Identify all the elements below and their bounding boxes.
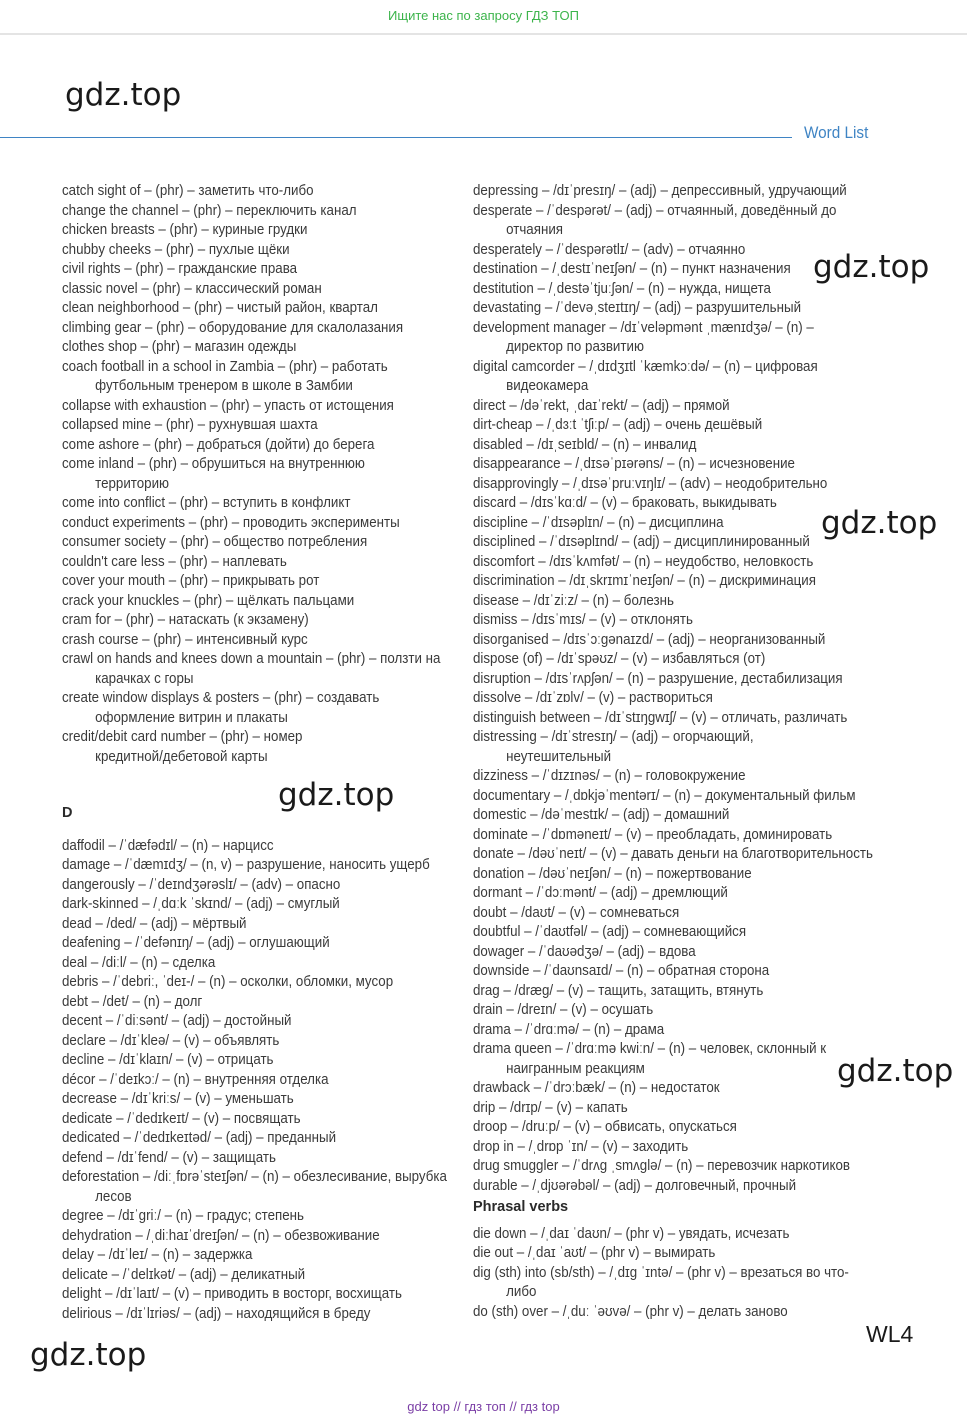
word-entry <box>473 806 841 826</box>
entry-text: dedicated – /ˈdedɪkeɪtəd/ – (adj) – преданный <box>62 1130 337 1146</box>
word-entry <box>62 1207 430 1227</box>
word-entry <box>62 1149 430 1169</box>
word-list-d-continued <box>473 182 873 1196</box>
entry-text: drama – /ˈdrɑːmə/ – (n) – драма <box>473 1021 665 1038</box>
word-entry <box>62 1090 430 1110</box>
word-entry <box>473 1079 841 1099</box>
entry-text: dark-skinned – /ˌdɑːk ˈskɪnd/ – (adj) – смуглый <box>62 896 340 912</box>
word-entry <box>473 943 841 963</box>
word-entry <box>473 1244 841 1264</box>
entry-text: décor – /ˈdeɪkɔː/ – (n) – внутренняя отделка <box>62 1071 329 1088</box>
word-entry <box>473 416 841 436</box>
word-entry <box>473 260 841 280</box>
footer-separator: // <box>453 1399 461 1414</box>
word-entry <box>62 856 430 876</box>
word-entry <box>473 728 841 767</box>
entry-text: dominate – /ˈdɒməneɪt/ – (v) – преобладать, доминировать <box>473 826 833 843</box>
entry-continuation: отчаяния <box>506 222 564 238</box>
entry-text: donation – /dəʊˈneɪʃən/ – (n) – пожертвование <box>473 865 752 882</box>
word-entry <box>473 689 841 709</box>
entry-text: dormant – /ˈdɔːmənt/ – (adj) – дремлющий <box>473 885 728 901</box>
entry-text: come inland – (phr) – обрушиться на внутреннюю <box>62 456 365 472</box>
word-entry <box>62 358 430 397</box>
word-list-c <box>62 182 462 767</box>
word-entry <box>62 436 430 456</box>
word-entry <box>62 1246 430 1266</box>
watermark: gdz.top <box>813 249 930 285</box>
word-entry <box>473 1040 841 1079</box>
entry-text: desperate – /ˈdespərət/ – (adj) – отчаянный, доведённый до <box>473 202 837 219</box>
word-entry <box>62 837 430 857</box>
word-entry <box>62 611 430 631</box>
word-entry <box>62 1071 430 1091</box>
entry-text: dangerously – /ˈdeɪndʒərəslɪ/ – (adv) – опасно <box>62 876 341 893</box>
entry-text: delight – /dɪˈlaɪt/ – (v) – приводить в восторг, восхищать <box>62 1286 402 1302</box>
word-entry <box>62 592 430 612</box>
entry-text: create window displays & posters – (phr) – создавать <box>62 690 380 706</box>
word-entry <box>62 260 430 280</box>
entry-text: depressing – /dɪˈpresɪŋ/ – (adj) – депрессивный, удручающий <box>473 183 847 199</box>
entry-text: couldn't care less – (phr) – наплевать <box>62 553 287 570</box>
entry-text: dissolve – /dɪˈzɒlv/ – (v) – раствориться <box>473 690 713 706</box>
entry-text: deafening – /ˈdefənɪŋ/ – (adj) – оглушающий <box>62 935 330 951</box>
word-entry <box>473 358 841 397</box>
entry-text: civil rights – (phr) – гражданские права <box>62 261 298 277</box>
word-entry <box>473 1303 841 1323</box>
entry-text: change the channel – (phr) – переключить канал <box>62 202 357 219</box>
entry-text: destitution – /ˌdestəˈtjuːʃən/ – (n) – нужда, нищета <box>473 280 771 297</box>
entry-continuation: неутешительный <box>506 748 612 765</box>
entry-continuation: футбольным тренером в школе в Замбии <box>95 378 353 394</box>
word-entry <box>473 319 841 358</box>
entry-text: crash course – (phr) – интенсивный курс <box>62 631 308 648</box>
entry-text: come ashore – (phr) – добраться (дойти) до берега <box>62 436 375 453</box>
word-entry <box>473 611 841 631</box>
word-entry <box>62 455 430 494</box>
word-entry <box>473 845 873 865</box>
word-entry <box>62 1012 430 1032</box>
entry-text: donate – /dəʊˈneɪt/ – (v) – давать деньги на благотворительность <box>473 846 873 862</box>
entry-text: drug smuggler – /ˈdrʌɡ ˌsmʌɡlə/ – (n) – перевозчик наркотиков <box>473 1158 850 1174</box>
word-entry <box>62 631 430 651</box>
word-entry <box>62 1285 430 1305</box>
word-entry <box>473 299 841 319</box>
word-entry <box>473 826 841 846</box>
word-entry <box>62 973 430 993</box>
watermark: gdz.top <box>30 1337 147 1373</box>
entry-text: decline – /dɪˈklaɪn/ – (v) – отрицать <box>62 1052 274 1068</box>
section-letter-d: D <box>62 805 73 821</box>
word-entry <box>62 1051 430 1071</box>
entry-text: cram for – (phr) – натаскать (к экзамену) <box>62 612 309 628</box>
word-entry <box>62 728 430 767</box>
word-entry <box>473 202 841 241</box>
entry-text: dig (sth) into (sb/sth) – /ˌdɪɡ ˈɪntə/ – (phr v) – врезаться во что- <box>473 1264 849 1281</box>
entry-text: dispose (of) – /dɪˈspəʊz/ – (v) – избавляться (от) <box>473 651 766 667</box>
entry-text: decent – /ˈdiːsənt/ – (adj) – достойный <box>62 1013 292 1029</box>
entry-continuation: карачках с горы <box>95 670 194 687</box>
entry-text: coach football in a school in Zambia – (phr) – работать <box>62 358 388 375</box>
word-entry <box>62 319 430 339</box>
watermark: gdz.top <box>821 505 938 541</box>
word-entry <box>62 954 430 974</box>
entry-text: dedicate – /ˈdedɪkeɪt/ – (v) – посвящать <box>62 1110 301 1127</box>
entry-text: cover your mouth – (phr) – прикрывать рот <box>62 573 320 589</box>
watermark: gdz.top <box>65 77 182 113</box>
entry-text: discomfort – /dɪsˈkʌmfət/ – (n) – неудобство, неловкость <box>473 553 814 570</box>
entry-text: dizziness – /ˈdɪzɪnəs/ – (n) – головокружение <box>473 768 746 784</box>
entry-text: collapse with exhaustion – (phr) – упасть от истощения <box>62 397 394 414</box>
entry-continuation: кредитной/дебетовой карты <box>95 748 268 765</box>
word-entry <box>62 650 441 689</box>
footer-separator: // <box>509 1399 517 1414</box>
entry-text: devastating – /ˈdevəˌsteɪtɪŋ/ – (adj) – разрушительный <box>473 300 802 316</box>
entry-text: durable – /ˌdjʊərəbəl/ – (adj) – долговечный, прочный <box>473 1177 797 1194</box>
entry-text: die down – /ˌdaɪ ˈdaʊn/ – (phr v) – увядать, исчезать <box>473 1225 790 1242</box>
entry-text: die out – /ˌdaɪ ˈaʊt/ – (phr v) – вымирать <box>473 1245 716 1261</box>
entry-text: crawl on hands and knees down a mountain – (phr) – ползти на <box>62 651 441 667</box>
word-entry <box>62 1305 430 1325</box>
entry-text: disapprovingly – /ˌdɪsəˈpruːvɪŋlɪ/ – (adv) – неодобрительно <box>473 475 828 492</box>
entry-text: desperately – /ˈdespərətlɪ/ – (adv) – отчаянно <box>473 241 746 258</box>
entry-text: disorganised – /dɪsˈɔːɡənaɪzd/ – (adj) – неорганизованный <box>473 631 826 648</box>
footer-link[interactable]: gdz top <box>407 1399 450 1414</box>
entry-text: droop – /druːp/ – (v) – обвисать, опускаться <box>473 1119 737 1135</box>
word-entry <box>473 884 841 904</box>
word-entry <box>473 1138 841 1158</box>
entry-text: drop in – /ˌdrɒp ˈɪn/ – (v) – заходить <box>473 1138 689 1155</box>
word-entry <box>473 631 841 651</box>
word-entry <box>473 1157 850 1177</box>
entry-text: disease – /dɪˈziːz/ – (n) – болезнь <box>473 592 674 609</box>
entry-text: classic novel – (phr) – классический роман <box>62 280 322 297</box>
entry-text: come into conflict – (phr) – вступить в конфликт <box>62 495 351 511</box>
word-entry <box>62 494 430 514</box>
footer-links <box>0 1399 967 1414</box>
word-entry <box>473 397 841 417</box>
entry-continuation: территорию <box>95 475 170 492</box>
word-entry <box>473 1177 841 1197</box>
word-entry <box>473 1001 841 1021</box>
entry-text: doubtful – /ˈdaʊtfəl/ – (adj) – сомневающийся <box>473 924 747 940</box>
entry-text: disciplined – /ˈdɪsəplɪnd/ – (adj) – дисциплинированный <box>473 534 810 550</box>
entry-text: degree – /dɪˈɡriː/ – (n) – градус; степень <box>62 1208 305 1224</box>
entry-text: distressing – /dɪˈstresɪŋ/ – (adj) – огорчающий, <box>473 729 754 745</box>
word-entry <box>62 241 430 261</box>
entry-text: downside – /ˈdaʊnsaɪd/ – (n) – обратная сторона <box>473 963 770 979</box>
entry-text: drain – /dreɪn/ – (v) – осушать <box>473 1002 654 1018</box>
entry-text: climbing gear – (phr) – оборудование для скалолазания <box>62 319 404 336</box>
entry-text: direct – /dəˈrekt, ˌdaɪˈrekt/ – (adj) – прямой <box>473 397 730 414</box>
entry-text: crack your knuckles – (phr) – щёлкать пальцами <box>62 592 355 609</box>
entry-text: consumer society – (phr) – общество потребления <box>62 534 368 550</box>
entry-text: delirious – /dɪˈlɪriəs/ – (adj) – находящийся в бреду <box>62 1305 371 1322</box>
word-entry <box>62 895 430 915</box>
entry-text: declare – /dɪˈkleə/ – (v) – объявлять <box>62 1032 280 1049</box>
word-entry <box>473 650 841 670</box>
word-entry <box>473 572 841 592</box>
entry-text: debt – /det/ – (n) – долг <box>62 993 203 1010</box>
entry-text: dirt-cheap – /ˌdɜːt ˈtʃiːp/ – (adj) – очень дешёвый <box>473 417 763 433</box>
word-entry <box>473 182 847 202</box>
word-entry <box>473 767 841 787</box>
word-entry <box>473 962 841 982</box>
word-entry <box>473 982 841 1002</box>
page-number: WL4 <box>866 1321 914 1347</box>
entry-text: drawback – /ˈdrɔːbæk/ – (n) – недостаток <box>473 1080 720 1096</box>
word-entry <box>473 1118 841 1138</box>
promo-banner[interactable]: Ищите нас по запросу ГДЗ ТОП <box>388 8 579 23</box>
word-entry <box>473 1264 849 1303</box>
entry-continuation: наигранным реакциям <box>506 1060 645 1077</box>
section-title: Word List <box>804 123 869 142</box>
word-entry <box>62 514 430 534</box>
entry-text: chubby cheeks – (phr) – пухлые щёки <box>62 241 290 258</box>
word-entry <box>473 1099 841 1119</box>
entry-text: development manager – /dɪˈveləpmənt ˌmænɪdʒə/ – (n) – <box>473 319 814 336</box>
word-entry <box>473 1225 841 1245</box>
word-entry <box>62 182 430 202</box>
entry-text: dead – /ded/ – (adj) – мёртвый <box>62 915 247 932</box>
entry-text: clean neighborhood – (phr) – чистый район, квартал <box>62 300 378 316</box>
word-entry <box>473 787 856 807</box>
word-entry <box>62 572 430 592</box>
word-entry <box>62 934 430 954</box>
left-column <box>62 182 462 1324</box>
word-entry <box>62 993 430 1013</box>
word-entry <box>62 1129 430 1149</box>
word-entry <box>62 1168 447 1207</box>
entry-text: distinguish between – /dɪˈstɪŋɡwɪʃ/ – (v) – отличать, различать <box>473 709 848 726</box>
entry-text: delay – /dɪˈleɪ/ – (n) – задержка <box>62 1247 253 1263</box>
entry-text: dehydration – /ˌdiːhaɪˈdreɪʃən/ – (n) – обезвоживание <box>62 1227 380 1244</box>
word-entry <box>473 494 841 514</box>
entry-text: defend – /dɪˈfend/ – (v) – защищать <box>62 1149 276 1166</box>
word-entry <box>473 904 841 924</box>
entry-text: documentary – /ˌdɒkjəˈmentərɪ/ – (n) – документальный фильм <box>473 787 856 804</box>
footer-link[interactable]: гдз топ <box>464 1399 506 1414</box>
banner-divider <box>0 33 967 35</box>
entry-text: dismiss – /dɪsˈmɪs/ – (v) – отклонять <box>473 612 693 628</box>
word-entry <box>473 533 841 553</box>
word-entry <box>473 475 841 495</box>
word-entry <box>62 416 430 436</box>
word-entry <box>473 455 841 475</box>
entry-text: discrimination – /dɪˌskrɪmɪˈneɪʃən/ – (n) – дискриминация <box>473 573 816 589</box>
entry-text: daffodil – /ˈdæfədɪl/ – (n) – нарцисс <box>62 837 274 854</box>
entry-continuation: лесов <box>95 1188 132 1205</box>
entry-text: discard – /dɪsˈkɑːd/ – (v) – браковать, выкидывать <box>473 495 777 511</box>
word-entry <box>62 876 430 896</box>
entry-text: conduct experiments – (phr) – проводить эксперименты <box>62 514 400 531</box>
word-entry <box>62 280 430 300</box>
header-rule <box>0 137 792 138</box>
entry-text: disruption – /dɪsˈrʌpʃən/ – (n) – разрушение, дестабилизация <box>473 670 843 687</box>
entry-text: drag – /dræɡ/ – (v) – тащить, затащить, втянуть <box>473 982 764 999</box>
word-entry <box>473 1021 841 1041</box>
entry-text: debris – /ˈdebriː, ˈdeɪ-/ – (n) – осколки, обломки, мусор <box>62 974 394 990</box>
entry-text: chicken breasts – (phr) – куриные грудки <box>62 222 308 238</box>
entry-continuation: видеокамера <box>506 378 589 394</box>
phrasal-verbs-heading: Phrasal verbs <box>473 1199 569 1215</box>
entry-text: doubt – /daʊt/ – (v) – сомневаться <box>473 904 680 921</box>
entry-continuation: либо <box>506 1284 537 1300</box>
footer-link[interactable]: гдз top <box>520 1399 560 1414</box>
word-entry <box>62 689 430 728</box>
word-list-d <box>62 837 462 1325</box>
word-entry <box>62 915 430 935</box>
entry-text: digital camcorder – /ˌdɪdʒɪtl ˈkæmkɔːdə/ – (n) – цифровая <box>473 358 818 375</box>
entry-text: deforestation – /diːˌfɒrəˈsteɪʃən/ – (n) – обезлесивание, вырубка <box>62 1169 447 1185</box>
word-entry <box>473 514 841 534</box>
entry-text: damage – /ˈdæmɪdʒ/ – (n, v) – разрушение, наносить ущерб <box>62 857 430 873</box>
watermark: gdz.top <box>837 1053 954 1089</box>
phrasal-verbs-list <box>473 1225 873 1323</box>
word-entry <box>473 865 841 885</box>
word-entry <box>62 338 430 358</box>
entry-continuation: директор по развитию <box>506 339 644 355</box>
entry-text: dowager – /ˈdaʊədʒə/ – (adj) – вдова <box>473 943 696 960</box>
word-entry <box>62 533 430 553</box>
right-column <box>473 182 873 1322</box>
entry-text: do (sth) over – /ˌduː ˈəʊvə/ – (phr v) – делать заново <box>473 1303 788 1320</box>
word-entry <box>473 592 841 612</box>
word-entry <box>62 202 430 222</box>
entry-text: collapsed mine – (phr) – рухнувшая шахта <box>62 417 318 433</box>
word-entry <box>62 1032 430 1052</box>
word-entry <box>62 1110 430 1130</box>
word-entry <box>473 280 841 300</box>
entry-text: destination – /ˌdestɪˈneɪʃən/ – (n) – пункт назначения <box>473 261 791 277</box>
word-entry <box>62 397 430 417</box>
entry-text: domestic – /dəˈmestɪk/ – (adj) – домашний <box>473 807 730 823</box>
word-entry <box>62 299 430 319</box>
word-entry <box>62 221 430 241</box>
entry-text: decrease – /dɪˈkriːs/ – (v) – уменьшать <box>62 1091 294 1107</box>
word-entry <box>62 553 430 573</box>
word-entry <box>473 241 841 261</box>
word-entry <box>473 923 841 943</box>
entry-text: delicate – /ˈdelɪkət/ – (adj) – деликатный <box>62 1266 306 1283</box>
word-entry <box>62 1266 430 1286</box>
entry-text: discipline – /ˈdɪsəplɪn/ – (n) – дисциплина <box>473 514 724 531</box>
word-entry <box>473 670 841 690</box>
entry-text: clothes shop – (phr) – магазин одежды <box>62 339 297 355</box>
entry-text: drip – /drɪp/ – (v) – капать <box>473 1099 628 1116</box>
word-entry <box>473 436 841 456</box>
word-entry <box>473 553 841 573</box>
entry-continuation: оформление витрин и плакаты <box>95 709 288 726</box>
entry-text: disabled – /dɪˌseɪbld/ – (n) – инвалид <box>473 436 697 453</box>
word-entry <box>62 1227 430 1247</box>
entry-text: disappearance – /ˌdɪsəˈpɪərəns/ – (n) – исчезновение <box>473 456 795 472</box>
word-entry <box>473 709 848 729</box>
entry-text: credit/debit card number – (phr) – номер <box>62 729 303 745</box>
entry-text: deal – /diːl/ – (n) – сделка <box>62 954 216 971</box>
entry-text: catch sight of – (phr) – заметить что-либо <box>62 183 314 199</box>
entry-text: drama queen – /ˈdrɑːmə kwiːn/ – (n) – человек, склонный к <box>473 1041 827 1057</box>
watermark: gdz.top <box>278 777 395 813</box>
